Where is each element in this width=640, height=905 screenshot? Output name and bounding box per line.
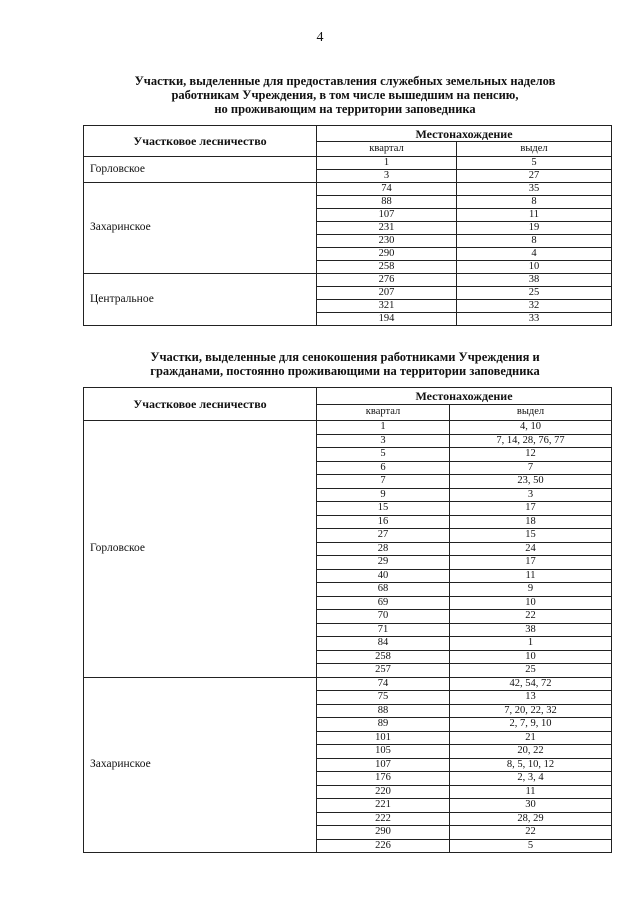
section-cell: 11 (450, 569, 612, 583)
section-cell: 9 (450, 583, 612, 597)
table-row (84, 157, 612, 170)
section-header: выдел (457, 142, 612, 157)
section-cell: 17 (450, 556, 612, 570)
section-cell: 11 (457, 209, 612, 222)
table1-title (80, 74, 610, 116)
quarter-cell: 207 (317, 287, 457, 300)
section-cell: 19 (457, 222, 612, 235)
quarter-cell: 27 (317, 529, 450, 543)
quarter-cell: 257 (317, 664, 450, 678)
section-cell: 13 (450, 691, 612, 705)
quarter-header: квартал (317, 405, 450, 421)
quarter-cell: 276 (317, 274, 457, 287)
section-cell: 10 (450, 596, 612, 610)
quarter-cell: 1 (317, 421, 450, 435)
quarter-cell: 88 (317, 704, 450, 718)
section-cell: 8 (457, 235, 612, 248)
quarter-cell: 321 (317, 300, 457, 313)
quarter-cell: 7 (317, 475, 450, 489)
haymaking-plots-table (83, 387, 612, 853)
quarter-header: квартал (317, 142, 457, 157)
table2-title (80, 350, 610, 378)
section-cell: 15 (450, 529, 612, 543)
quarter-cell: 84 (317, 637, 450, 651)
quarter-cell: 231 (317, 222, 457, 235)
quarter-cell: 3 (317, 170, 457, 183)
quarter-cell: 258 (317, 650, 450, 664)
quarter-cell: 89 (317, 718, 450, 732)
quarter-cell: 194 (317, 313, 457, 326)
section-cell: 2, 7, 9, 10 (450, 718, 612, 732)
section-cell: 38 (457, 274, 612, 287)
forestry-name: Горловское (84, 157, 317, 183)
section-cell: 27 (457, 170, 612, 183)
table-row (84, 183, 612, 196)
table-row (84, 274, 612, 287)
section-cell: 5 (457, 157, 612, 170)
section-cell: 22 (450, 826, 612, 840)
section-cell: 4 (457, 248, 612, 261)
table1-title-line: Участки, выделенные для предоставления служебных земельных наделов (134, 74, 556, 88)
section-cell: 32 (457, 300, 612, 313)
quarter-cell: 226 (317, 839, 450, 853)
section-cell: 42, 54, 72 (450, 677, 612, 691)
quarter-cell: 107 (317, 758, 450, 772)
location-header: Местонахождение (317, 126, 612, 142)
forestry-header: Участковое лесничество (84, 388, 317, 421)
header-row (84, 126, 612, 142)
section-cell: 7 (450, 461, 612, 475)
forestry-name: Центральное (84, 274, 317, 326)
service-plots-table (83, 125, 612, 326)
quarter-cell: 9 (317, 488, 450, 502)
table-row (84, 421, 612, 435)
quarter-cell: 69 (317, 596, 450, 610)
table2-title-line: гражданами, постоянно проживающими на территории заповедника (150, 364, 540, 378)
quarter-cell: 29 (317, 556, 450, 570)
section-cell: 28, 29 (450, 812, 612, 826)
quarter-cell: 105 (317, 745, 450, 759)
quarter-cell: 101 (317, 731, 450, 745)
section-cell: 8, 5, 10, 12 (450, 758, 612, 772)
section-cell: 22 (450, 610, 612, 624)
quarter-cell: 71 (317, 623, 450, 637)
quarter-cell: 230 (317, 235, 457, 248)
forestry-header: Участковое лесничество (84, 126, 317, 157)
table2-title-line: Участки, выделенные для сенокошения работниками Учреждения и (150, 350, 540, 364)
quarter-cell: 74 (317, 677, 450, 691)
section-cell: 1 (450, 637, 612, 651)
section-cell: 23, 50 (450, 475, 612, 489)
table1-title-line: но проживающим на территории заповедника (214, 102, 476, 116)
header-row (84, 388, 612, 405)
section-cell: 3 (450, 488, 612, 502)
section-cell: 38 (450, 623, 612, 637)
section-cell: 10 (457, 261, 612, 274)
quarter-cell: 3 (317, 434, 450, 448)
quarter-cell: 74 (317, 183, 457, 196)
section-cell: 7, 20, 22, 32 (450, 704, 612, 718)
section-cell: 5 (450, 839, 612, 853)
section-cell: 17 (450, 502, 612, 516)
quarter-cell: 221 (317, 799, 450, 813)
section-cell: 2, 3, 4 (450, 772, 612, 786)
quarter-cell: 88 (317, 196, 457, 209)
quarter-cell: 1 (317, 157, 457, 170)
location-header: Местонахождение (317, 388, 612, 405)
quarter-cell: 176 (317, 772, 450, 786)
section-cell: 12 (450, 448, 612, 462)
section-cell: 33 (457, 313, 612, 326)
section-cell: 25 (457, 287, 612, 300)
section-cell: 7, 14, 28, 76, 77 (450, 434, 612, 448)
quarter-cell: 28 (317, 542, 450, 556)
quarter-cell: 222 (317, 812, 450, 826)
section-cell: 10 (450, 650, 612, 664)
quarter-cell: 220 (317, 785, 450, 799)
table-row (84, 677, 612, 691)
section-cell: 24 (450, 542, 612, 556)
quarter-cell: 40 (317, 569, 450, 583)
section-cell: 4, 10 (450, 421, 612, 435)
quarter-cell: 70 (317, 610, 450, 624)
section-cell: 25 (450, 664, 612, 678)
quarter-cell: 68 (317, 583, 450, 597)
section-cell: 20, 22 (450, 745, 612, 759)
section-cell: 18 (450, 515, 612, 529)
section-cell: 8 (457, 196, 612, 209)
section-header: выдел (450, 405, 612, 421)
section-cell: 21 (450, 731, 612, 745)
quarter-cell: 16 (317, 515, 450, 529)
quarter-cell: 258 (317, 261, 457, 274)
quarter-cell: 75 (317, 691, 450, 705)
section-cell: 30 (450, 799, 612, 813)
quarter-cell: 290 (317, 248, 457, 261)
section-cell: 35 (457, 183, 612, 196)
forestry-name: Горловское (84, 421, 317, 678)
forestry-name: Захаринское (84, 183, 317, 274)
quarter-cell: 5 (317, 448, 450, 462)
quarter-cell: 107 (317, 209, 457, 222)
page-number: 4 (316, 30, 324, 45)
table1-title-line: работникам Учреждения, в том числе вышедшим на пенсию, (171, 88, 519, 102)
section-cell: 11 (450, 785, 612, 799)
quarter-cell: 15 (317, 502, 450, 516)
forestry-name: Захаринское (84, 677, 317, 853)
quarter-cell: 290 (317, 826, 450, 840)
quarter-cell: 6 (317, 461, 450, 475)
